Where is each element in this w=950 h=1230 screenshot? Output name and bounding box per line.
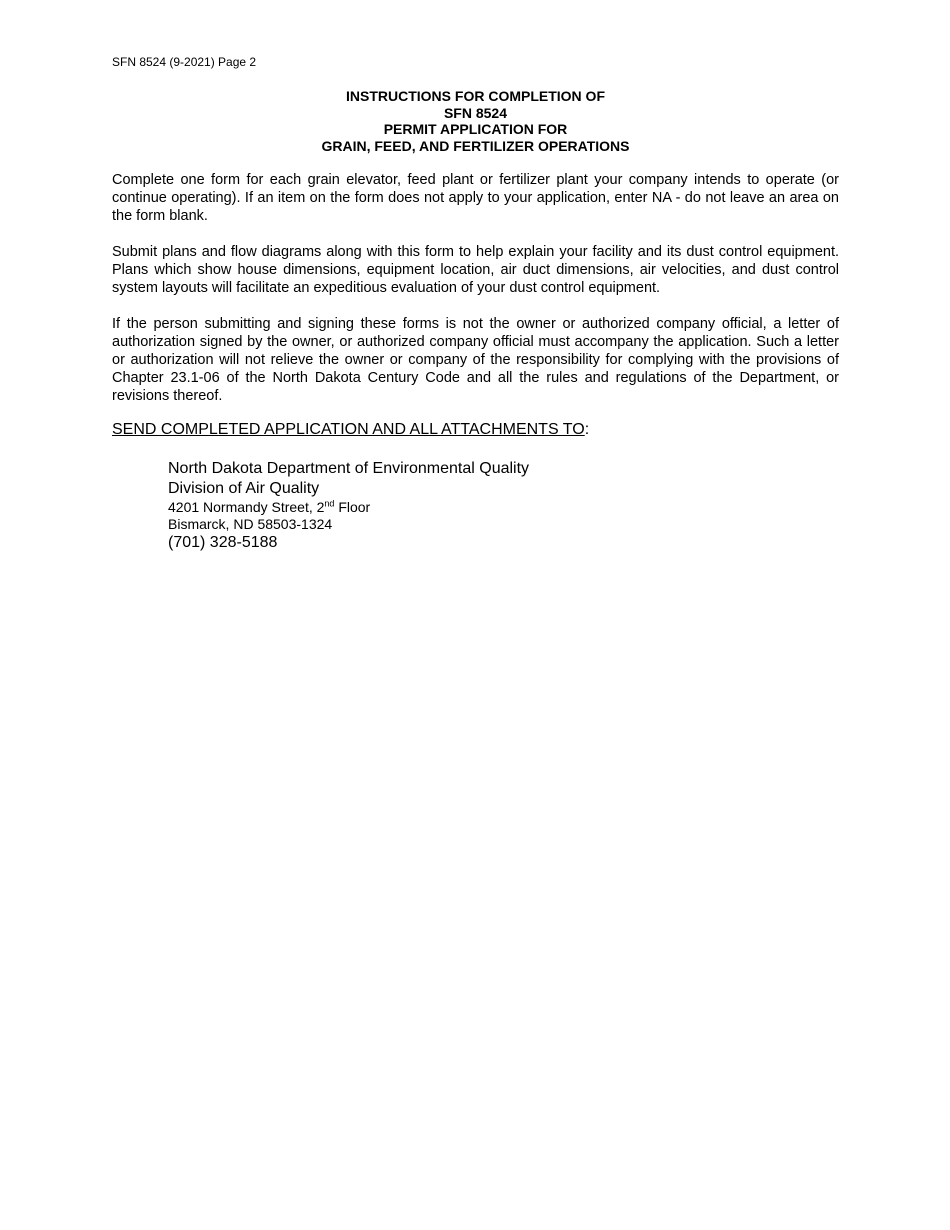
send-to-heading [112,421,589,439]
title-line: INSTRUCTIONS FOR COMPLETION OF [346,88,605,104]
address-division: Division of Air Quality [168,480,320,497]
send-to-heading-colon: : [584,421,590,438]
address-street-number: 4201 Normandy Street, 2 [168,499,325,515]
address-department: North Dakota Department of Environmental Quality [168,460,530,477]
address-phone: (701) 328-5188 [168,534,278,551]
address-street-floor: Floor [334,499,371,515]
instruction-paragraph-authorization: If the person submitting and signing these forms is not the owner or authorized company official, a letter of authorization signed by the owner, or authorized company official must accompany the application. Such a letter or authorization will not relieve the owner or company of the responsibility for complying with the provisions of Chapter 23.1-06 of the North Dakota Century Code and all the rules and regulations of the Department, or revisions thereof. [112,316,839,404]
address-street [168,499,529,516]
title-line: SFN 8524 [443,104,508,121]
send-to-heading-text: SEND COMPLETED APPLICATION AND ALL ATTACHMENTS TO [112,421,585,438]
document-title [112,88,839,154]
instruction-paragraph-plans: Submit plans and flow diagrams along with this form to help explain your facility and its dust control equipment. Plans which show house dimensions, equipment location, air duct dimensions, air velocities, and dust control system layouts will facilitate an expeditious evaluation of your dust control equipment. [112,244,839,296]
address-street-ordinal: nd [324,498,335,509]
instruction-paragraph-one-form: Complete one form for each grain elevator, feed plant or fertilizer plant your company intends to operate (or continue operating). If an item on the form does not apply to your application, enter NA - do not leave an area on the form blank. [112,172,839,224]
form-id-header: SFN 8524 (9-2021) Page 2 [112,55,257,69]
mailing-address [168,459,529,553]
address-city-state-zip: Bismarck, ND 58503-1324 [168,516,333,532]
title-line: GRAIN, FEED, AND FERTILIZER OPERATIONS [321,137,630,154]
title-line: PERMIT APPLICATION FOR [383,121,568,137]
